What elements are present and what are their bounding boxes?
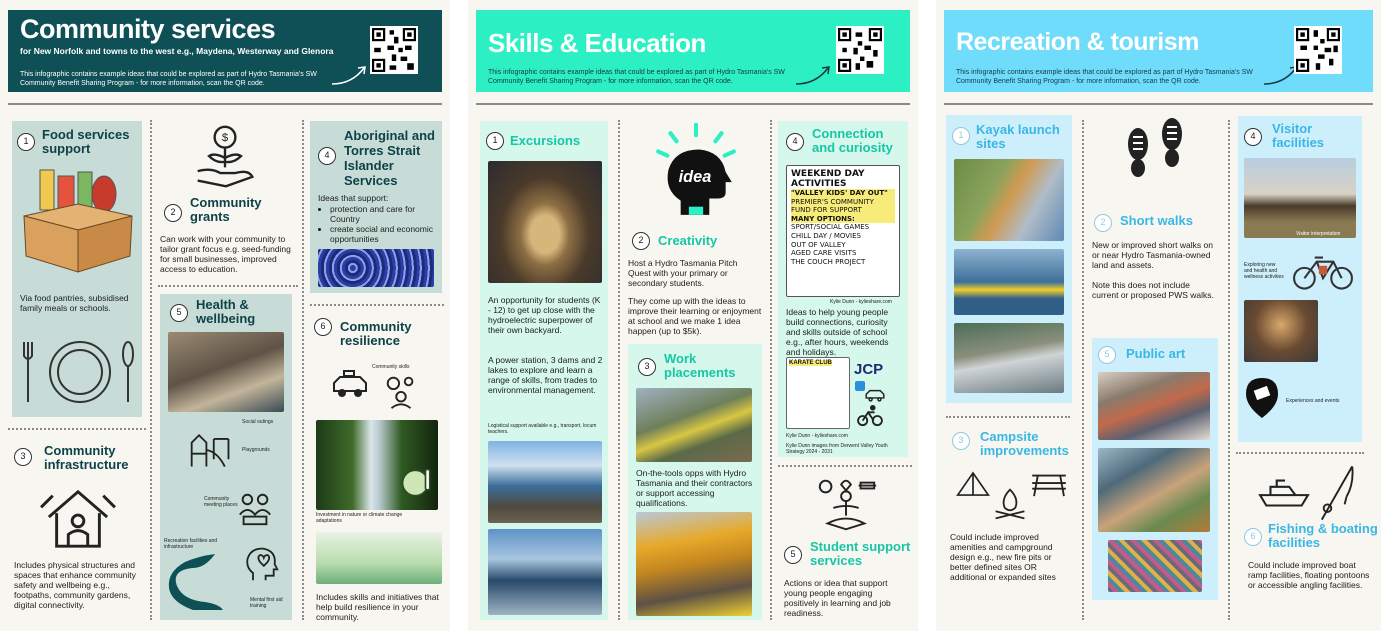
section-body: An opportunity for students (K - 12) to get up close with the hydroelectric superpower of their own backyard. — [488, 295, 601, 335]
caption-meeting-places: Community meeting places — [204, 496, 238, 508]
emergency-vehicle-icon — [330, 368, 370, 400]
section-title: Aboriginal and Torres Strait Islander Services — [344, 128, 435, 188]
section-body: New or improved short walks on or near Hydro Tasmania-owned land and assets. — [1092, 240, 1213, 270]
grocery-box-icon — [18, 163, 138, 275]
divider — [476, 103, 910, 105]
caption-community-skills: Community skills — [372, 364, 410, 370]
logistics-note: Logistical support available e.g., transport, locum teachers. — [488, 423, 597, 435]
divider — [1236, 452, 1364, 454]
truck-workers-photo — [636, 512, 752, 616]
section-number: 5 — [784, 546, 802, 564]
aboriginal-art-photo — [318, 249, 434, 287]
skills-education-panel — [468, 0, 918, 631]
jcp-logo — [854, 361, 898, 381]
section-body: Host a Hydro Tasmania Pitch Quest with your primary or secondary students. — [628, 258, 738, 288]
divider — [8, 428, 146, 430]
work-placements-section — [628, 344, 762, 620]
panel-header — [8, 10, 442, 92]
image-credit: Kylie Dunn images from Derwent Valley Youth Strategy 2024 - 2031 — [786, 443, 888, 455]
qr-code[interactable] — [1294, 26, 1342, 74]
short-walks-section — [1090, 112, 1222, 324]
caption-wellness-activities: Exploring new and health and wellness activities — [1244, 262, 1284, 280]
divider — [8, 103, 442, 105]
section-number: 5 — [170, 304, 188, 322]
poster-line: WEEKEND DAY — [791, 169, 865, 179]
section-body: Via food pantries, subsidised family meals or schools. — [20, 293, 129, 313]
image-credit: Kylie Dunn - kylieshare.com — [830, 299, 892, 305]
idea-head-icon — [650, 122, 742, 226]
section-body: Ideas to help young people build connections, curiosity and skills outside of school e.g., after hours, weekends and holidays. — [786, 307, 889, 357]
divider — [150, 120, 152, 620]
section-number: 5 — [1098, 346, 1116, 364]
health-wellbeing-section — [160, 294, 292, 620]
image-credit: Kylie Dunn - kylieshare.com — [786, 433, 848, 439]
section-title: Public art — [1126, 346, 1186, 361]
plate-cutlery-icon — [18, 335, 138, 407]
section-title: Student support services — [810, 539, 911, 568]
section-title: Creativity — [658, 233, 718, 248]
climate-illustration — [316, 532, 442, 584]
arrow-icon — [330, 62, 370, 88]
section-number: 4 — [1244, 128, 1262, 146]
divider — [778, 465, 912, 467]
section-number: 3 — [638, 358, 656, 376]
section-title: Visitor facilities — [1272, 121, 1325, 150]
arrow-icon — [794, 62, 834, 88]
caption-visitor-interpretation: Visitor interpretation — [1296, 231, 1341, 237]
tent-icon — [956, 470, 990, 498]
divider — [158, 285, 298, 287]
student-support-section — [776, 470, 912, 622]
section-number: 2 — [1094, 214, 1112, 232]
divider — [770, 120, 772, 620]
caption-playgrounds: Playgrounds — [242, 447, 270, 453]
poster-line: PREMIER'S COMMUNITY — [791, 198, 895, 207]
karate-label: KARATE CLUB — [789, 360, 832, 366]
mosaic-wall-photo — [1108, 540, 1202, 592]
picnic-table-icon — [1030, 470, 1068, 498]
poster-line: ACTIVITIES — [791, 179, 847, 189]
bullet-item: • protection and care for Country — [330, 204, 440, 224]
panel-header — [944, 10, 1373, 92]
divider — [310, 304, 444, 306]
visitor-interpretation-photo — [1244, 158, 1356, 238]
pontoon-photo — [954, 323, 1064, 393]
bullet-item: • create social and economic opportunities — [330, 224, 440, 244]
section-body: They come up with the ideas to improve their learning or enjoyment at school and we make 1 idea happen (up to $5k). — [628, 296, 762, 336]
section-title: Kayak launch sites — [976, 122, 1060, 151]
community-house-icon — [38, 484, 118, 552]
car-icon — [864, 387, 886, 403]
creativity-section — [626, 118, 764, 340]
poster-line: AGED CARE VISITS — [791, 249, 857, 258]
panel-description: This infographic contains example ideas that could be explored as part of Hydro Tasmania's SW Community Benefit Sharing Program - for more information, scan the QR code. — [488, 69, 785, 85]
fish-sculpture-photo — [1098, 448, 1210, 532]
panel-title: Skills & Education — [488, 28, 706, 58]
cyclist-icon — [856, 405, 884, 427]
section-number: 2 — [632, 232, 650, 250]
excursions-section — [480, 121, 608, 620]
section-title: Excursions — [510, 133, 581, 148]
divider — [946, 416, 1070, 418]
workers-site-photo — [636, 388, 752, 462]
poster-line: FUND FOR SUPPORT — [791, 206, 895, 215]
bullet-list — [320, 204, 440, 244]
divider — [618, 120, 620, 620]
money-plant-icon — [192, 124, 258, 190]
poster-line: OUT OF VALLEY — [791, 240, 846, 249]
section-number: 1 — [952, 127, 970, 145]
idea-word: idea — [678, 168, 712, 187]
kayak-photo — [954, 249, 1064, 315]
poster-line: CHILL DAY / MOVIES — [791, 231, 861, 240]
lake-photo — [488, 529, 602, 615]
section-title: Short walks — [1120, 213, 1193, 228]
section-title: Campsite improvements — [980, 429, 1069, 458]
section-body: Can work with your community to tailor grant focus e.g. seed-funding for small businesses, improved access to education. — [160, 234, 291, 274]
section-title: Work placements — [664, 351, 736, 380]
section-body: Includes physical structures and spaces that enhance community safety and wellbeing e.g., footpaths, community gardens, digital connectivity. — [14, 560, 136, 610]
e-bike-icon — [1292, 252, 1354, 292]
section-title: Community grants — [190, 195, 262, 224]
panel-description: This infographic contains example ideas that could be explored as part of Hydro Tasmania's SW Community Benefit Sharing Program - for more information, scan the QR code. — [956, 69, 1253, 85]
section-body: A power station, 3 dams and 2 lakes to explore and learn a range of skills, from trades to environmental management. — [488, 355, 603, 395]
section-number: 3 — [14, 448, 32, 466]
meditation-icon — [812, 474, 880, 534]
section-number: 1 — [486, 132, 504, 150]
kayak-ramp-photo — [954, 159, 1064, 241]
meeting-people-icon — [236, 490, 274, 528]
divider — [302, 120, 304, 620]
footprints-icon — [1116, 114, 1196, 194]
panel-title: Recreation & tourism — [956, 28, 1199, 56]
globe-thermometer-icon — [400, 466, 434, 500]
section-number: 2 — [164, 204, 182, 222]
karate-club-flyer — [786, 357, 850, 429]
aboriginal-services-section — [310, 121, 442, 293]
winding-path-icon — [164, 552, 226, 612]
dam-photo — [488, 441, 602, 523]
visitor-facilities-section — [1238, 116, 1362, 442]
section-number: 1 — [17, 133, 35, 151]
section-number: 6 — [314, 318, 332, 336]
campfire-icon — [992, 486, 1028, 522]
caption-recreation: Recreation facilities and infrastructure — [164, 538, 218, 550]
boat-icon — [1258, 476, 1310, 508]
social-outings-photo — [168, 332, 284, 412]
poster-line: "VALLEY KIDS' DAY OUT" — [791, 189, 895, 198]
svg-text:$: $ — [221, 131, 229, 144]
gears-person-icon — [382, 372, 420, 410]
section-intro: Ideas that support: — [318, 193, 389, 203]
jcp-label: JCP — [854, 361, 883, 378]
community-services-panel — [0, 0, 450, 631]
section-body: Note this does not include current or proposed PWS walks. — [1092, 280, 1214, 300]
qr-code[interactable] — [836, 26, 884, 74]
section-title: Health & wellbeing — [196, 297, 256, 326]
sculpture-photo — [1098, 372, 1210, 440]
kayak-launch-section — [946, 115, 1072, 403]
community-infrastructure-section — [8, 438, 150, 628]
section-number: 3 — [952, 432, 970, 450]
section-title: Connection and curiosity — [812, 126, 893, 155]
poster-line: SPORT/SOCIAL GAMES — [791, 223, 870, 232]
connection-curiosity-section — [778, 121, 908, 457]
caption-nature-investment: Investment in nature or climate change adaptations — [316, 512, 403, 524]
section-title: Community infrastructure — [44, 443, 129, 472]
recreation-tourism-panel — [936, 0, 1381, 631]
panel-description: This infographic contains example ideas that could be explored as part of Hydro Tasmania's SW Community Benefit Sharing Program - for more information, scan the QR code. — [20, 71, 317, 87]
section-title: Community resilience — [340, 319, 412, 348]
public-art-section — [1092, 338, 1218, 600]
panel-title: Community services — [20, 14, 276, 44]
fishing-boating-section — [1236, 458, 1376, 628]
section-body: Actions or idea that support young people engaging positively in learning and job readiness. — [784, 578, 891, 618]
community-grants-section — [158, 118, 298, 278]
head-heart-icon — [244, 546, 280, 582]
fishing-rod-icon — [1318, 464, 1356, 522]
section-body: Could include improved amenities and campground design e.g., new fire pits or better defined sites OR additional or expanded sites — [950, 532, 1056, 582]
divider — [1082, 120, 1084, 620]
campsite-section — [944, 424, 1078, 624]
caption-experiences: Experiences and events — [1286, 398, 1340, 404]
divider — [1228, 120, 1230, 620]
section-number: 4 — [318, 147, 336, 165]
caption-social-outings: Social outings — [242, 419, 274, 425]
qr-code[interactable] — [370, 26, 418, 74]
section-body: On-the-tools opps with Hydro Tasmania and their contractors or support accessing qualifications. — [636, 468, 753, 508]
section-title: Fishing & boating facilities — [1268, 521, 1378, 550]
weekend-activities-poster — [786, 165, 900, 297]
power-station-photo — [488, 161, 602, 283]
playground-icon — [188, 430, 234, 470]
poster-line: THE COUCH PROJECT — [791, 257, 866, 266]
section-body: Includes skills and initiatives that help build resilience in your community. — [316, 592, 439, 622]
poster-line: MANY OPTIONS: — [791, 215, 895, 224]
section-number: 6 — [1244, 528, 1262, 546]
ticket-location-icon — [1244, 376, 1280, 420]
section-number: 4 — [786, 133, 804, 151]
caption-mental-first-aid: Mental first aid training — [250, 597, 283, 609]
food-services-section — [12, 121, 142, 417]
panel-header — [476, 10, 910, 92]
section-body: Could include improved boat ramp facilities, floating pontoons or accessible angling facilities. — [1248, 560, 1370, 590]
panel-subtitle: for New Norfolk and towns to the west e.g., Maydena, Westerway and Glenora — [20, 46, 334, 56]
community-resilience-section — [308, 312, 444, 628]
sauna-photo — [1244, 300, 1318, 362]
divider — [944, 103, 1373, 105]
section-title: Food services support — [42, 127, 130, 156]
